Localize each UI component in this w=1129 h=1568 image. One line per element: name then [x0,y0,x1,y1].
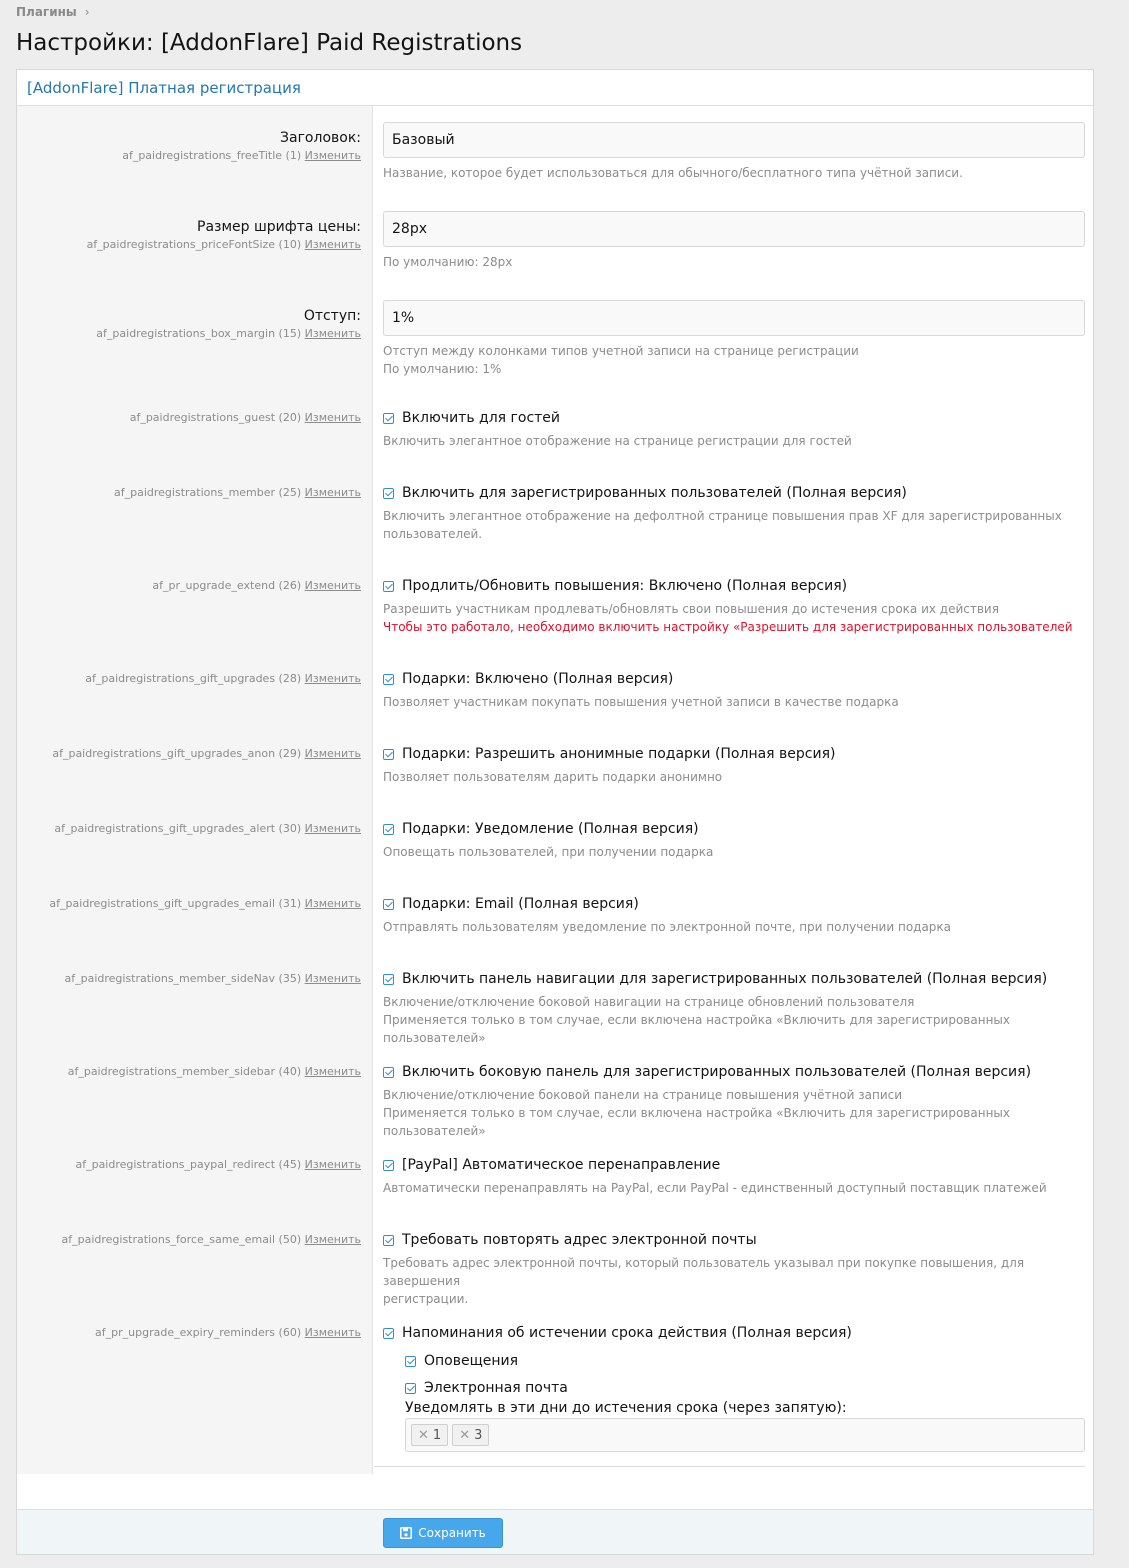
option-hint: Название, которое будет использоваться для обычного/бесплатного типа учётной записи. [383,166,963,180]
option-label [21,894,361,910]
option-checkbox[interactable] [383,576,1085,596]
option-checkbox-label: Подарки: Email (Полная версия) [402,896,639,912]
checkbox-checked-icon[interactable] [383,974,394,985]
edit-option-link[interactable]: Изменить [304,327,361,340]
option-warning: Чтобы это работало, необходимо включить настройку «Разрешить для зарегистрированных пользователей [383,620,1073,634]
option-checkbox[interactable] [383,744,1085,764]
option-label [21,969,361,985]
edit-option-link[interactable]: Изменить [304,1233,361,1246]
days-label: Уведомлять в эти дни до истечения срока (через запятую): [405,1400,847,1416]
option-hint: Включение/отключение боковой панели на странице повышения учётной записи [383,1088,903,1102]
remove-tag-icon[interactable]: ✕ [418,1427,429,1443]
days-tag-input[interactable] [405,1418,1085,1452]
form-footer [17,1509,1093,1554]
option-checkbox[interactable] [383,969,1085,989]
breadcrumb-plugins-link[interactable]: Плагины [16,5,77,19]
option-hint: Применяется только в том случае, если включена настройка «Включить для зарегистрированных пользователей» [383,1013,1010,1045]
option-id: af_pr_upgrade_expiry_reminders (60) Изменить [95,1326,361,1339]
edit-option-link[interactable]: Изменить [304,672,361,685]
option-hint: По умолчанию: 28px [383,255,513,269]
option-id: af_paidregistrations_gift_upgrades_anon (29) Изменить [52,747,361,760]
option-title: Отступ: [303,308,361,324]
option-label [21,219,361,251]
option-checkbox-label: Включить боковую панель для зарегистрированных пользователей (Полная версия) [402,1064,1032,1080]
option-control [383,894,1085,936]
checkbox-checked-icon[interactable] [405,1383,416,1394]
option-hint: Позволяет участникам покупать повышения учетной записи в качестве подарка [383,695,899,709]
day-tag[interactable]: ✕ 3 [452,1424,489,1446]
option-checkbox-label: Включить для гостей [402,410,561,426]
edit-option-link[interactable]: Изменить [304,579,361,592]
option-id: af_pr_upgrade_extend (26) Изменить [152,579,361,592]
option-label [21,819,361,835]
option-checkbox[interactable] [383,1155,1085,1175]
option-checkbox-label: [PayPal] Автоматическое перенаправление [402,1157,721,1173]
option-label [21,744,361,760]
edit-option-link[interactable]: Изменить [304,238,361,251]
option-control [383,408,1085,450]
option-hint: регистрации. [383,1292,469,1306]
checkbox-checked-icon[interactable] [383,899,394,910]
checkbox-checked-icon[interactable] [383,1160,394,1171]
option-hint: Требовать адрес электронной почты, который пользователь указывал при покупке повышения, для завершения [383,1256,1025,1288]
option-control [383,576,1085,636]
option-hint: Включить элегантное отображение на дефолтной странице повышения прав XF для зарегистрированных [383,509,1062,523]
option-hint: Отправлять пользователям уведомление по электронной почте, при получении подарка [383,920,952,934]
option-hint: Разрешить участникам продлевать/обновлять свои повышения до истечения срока их действия [383,602,999,616]
option-label [21,1323,361,1339]
options-block [16,69,1094,1555]
option-hint: Оповещать пользователей, при получении подарка [383,845,714,859]
option-control [383,122,1085,182]
edit-option-link[interactable]: Изменить [304,1326,361,1339]
option-control [383,1155,1085,1197]
sub-checkbox-label: Оповещения [424,1353,519,1369]
option-checkbox-label: Продлить/Обновить повышения: Включено (Полная версия) [402,578,848,594]
option-control [383,744,1085,786]
option-checkbox[interactable] [383,894,1085,914]
checkbox-checked-icon[interactable] [383,1235,394,1246]
checkbox-checked-icon[interactable] [383,1328,394,1339]
remove-tag-icon[interactable]: ✕ [459,1427,471,1443]
option-title: Размер шрифта цены: [197,219,361,235]
option-control [383,300,1085,378]
option-label [21,408,361,424]
edit-option-link[interactable]: Изменить [304,411,361,424]
sub-checkbox-label: Электронная почта [424,1380,568,1396]
option-id: af_paidregistrations_member_sideNav (35) Изменить [64,972,361,985]
option-label [21,483,361,499]
option-hint: пользователей. [383,527,483,541]
edit-option-link[interactable]: Изменить [304,747,361,760]
option-id: af_paidregistrations_member_sidebar (40) Изменить [67,1065,361,1078]
checkbox-checked-icon[interactable] [405,1356,416,1367]
option-text-input[interactable]: 1% [383,300,1085,336]
checkbox-checked-icon[interactable] [383,488,394,499]
option-label [21,1062,361,1078]
option-control [383,969,1085,1047]
option-checkbox-label: Включить панель навигации для зарегистрированных пользователей (Полная версия) [402,971,1048,987]
edit-option-link[interactable]: Изменить [304,149,361,162]
option-label [21,130,361,162]
option-id: af_paidregistrations_member (25) Изменить [114,486,361,499]
checkbox-checked-icon[interactable] [383,413,394,424]
option-hint: Включение/отключение боковой навигации на странице обновлений пользователя [383,995,915,1009]
option-checkbox[interactable] [383,819,1085,839]
save-icon [400,1527,412,1539]
option-hint: По умолчанию: 1% [383,362,502,376]
option-control [383,1062,1085,1140]
option-hint: Применяется только в том случае, если включена настройка «Включить для зарегистрированных пользователей» [383,1106,1010,1138]
option-checkbox-label: Подарки: Уведомление (Полная версия) [402,821,699,837]
option-hint: Автоматически перенаправлять на PayPal, если PayPal - единственный доступный поставщик платежей [383,1181,1047,1195]
breadcrumb-chevron-icon: › [84,5,90,19]
option-control [383,1230,1085,1308]
option-control [383,669,1085,711]
save-button[interactable] [383,1518,503,1548]
checkbox-checked-icon[interactable] [383,749,394,760]
option-hint: Позволяет пользователям дарить подарки анонимно [383,770,723,784]
option-checkbox[interactable] [383,1323,1085,1343]
option-hint: Отступ между колонками типов учетной записи на странице регистрации [383,344,859,358]
option-checkbox-label: Напоминания об истечении срока действия (Полная версия) [402,1325,852,1341]
option-id: af_paidregistrations_paypal_redirect (45) Изменить [75,1158,361,1171]
edit-option-link[interactable]: Изменить [304,822,361,835]
checkbox-checked-icon[interactable] [383,824,394,835]
option-hint: Включить элегантное отображение на странице регистрации для гостей [383,434,852,448]
sub-checkbox[interactable] [405,1378,1085,1398]
option-label [21,576,361,592]
option-checkbox[interactable] [383,408,1085,428]
option-text-input[interactable]: Базовый [383,122,1085,158]
edit-option-link[interactable]: Изменить [304,486,361,499]
option-id: af_paidregistrations_gift_upgrades (28) Изменить [85,672,361,685]
option-checkbox-label: Требовать повторять адрес электронной почты [402,1232,757,1248]
option-checkbox[interactable] [383,1230,1085,1250]
option-text-input[interactable]: 28px [383,211,1085,247]
option-id: af_paidregistrations_priceFontSize (10) Изменить [86,238,361,251]
day-tag[interactable]: ✕ 1 [411,1424,448,1446]
option-label [21,1230,361,1246]
option-id: af_paidregistrations_gift_upgrades_email (31) Изменить [49,897,361,910]
save-button-label: Сохранить [418,1526,486,1540]
option-checkbox-label: Подарки: Включено (Полная версия) [402,671,674,687]
option-checkbox[interactable] [383,1062,1085,1082]
option-control [383,1323,1085,1452]
option-id: af_paidregistrations_gift_upgrades_alert (30) Изменить [54,822,361,835]
checkbox-checked-icon[interactable] [383,581,394,592]
edit-option-link[interactable]: Изменить [304,1065,361,1078]
breadcrumb [16,5,90,19]
option-control [383,211,1085,271]
option-id: af_paidregistrations_box_margin (15) Изменить [96,327,361,340]
divider [374,1466,1085,1467]
option-label [21,1155,361,1171]
option-checkbox[interactable] [383,483,1085,503]
edit-option-link[interactable]: Изменить [304,897,361,910]
option-id: af_paidregistrations_force_same_email (50) Изменить [61,1233,361,1246]
edit-option-link[interactable]: Изменить [304,972,361,985]
edit-option-link[interactable]: Изменить [304,1158,361,1171]
option-checkbox[interactable] [383,669,1085,689]
option-checkbox-label: Подарки: Разрешить анонимные подарки (Полная версия) [402,746,836,762]
option-control [383,483,1085,543]
sub-checkbox[interactable] [405,1351,1085,1371]
option-title: Заголовок: [280,130,361,146]
option-id: af_paidregistrations_guest (20) Изменить [129,411,361,424]
option-control [383,819,1085,861]
option-label [21,669,361,685]
option-checkbox-label: Включить для зарегистрированных пользователей (Полная версия) [402,485,907,501]
checkbox-checked-icon[interactable] [383,674,394,685]
option-id: af_paidregistrations_freeTitle (1) Изменить [122,149,361,162]
option-label [21,308,361,340]
checkbox-checked-icon[interactable] [383,1067,394,1078]
block-title[interactable]: [AddonFlare] Платная регистрация [17,70,1093,106]
page-title: Настройки: [AddonFlare] Paid Registrations [16,30,523,56]
